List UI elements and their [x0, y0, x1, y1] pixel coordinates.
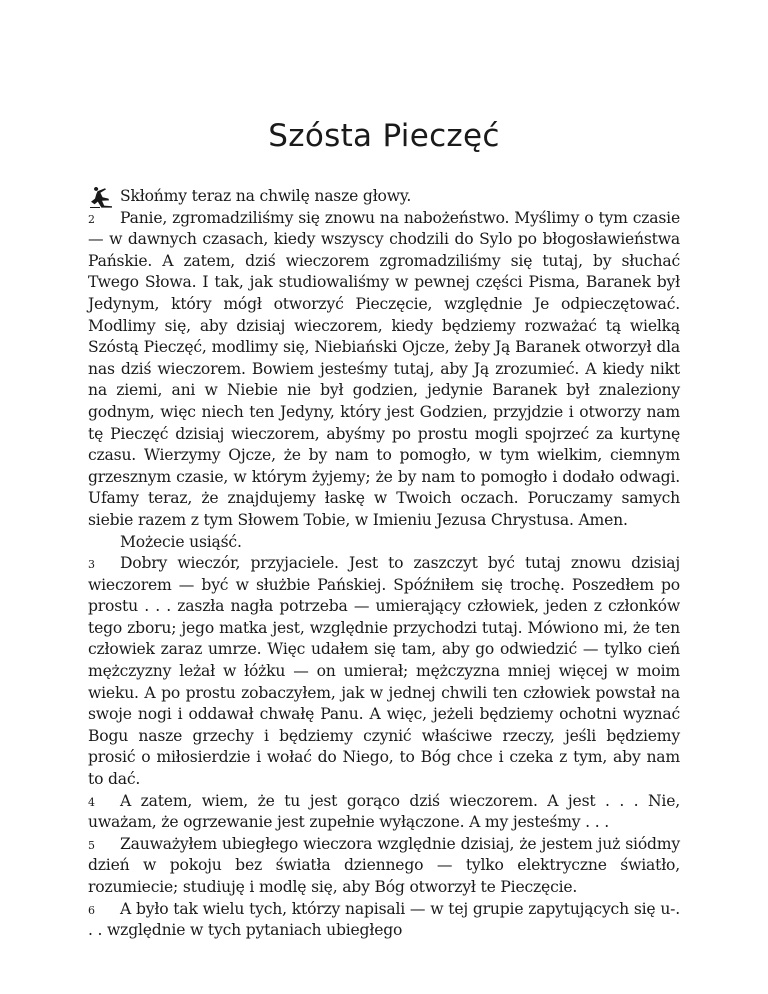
paragraph-5: [88, 834, 680, 899]
paragraph-6: [88, 899, 680, 942]
paragraph-3-text: Dobry wieczór, przyjaciele. Jest to zaszczyt być tutaj znowu dzisiaj wieczorem — być w służbie Pańskiej. Spóźniłem się trochę. Poszedłem po prostu . . . zaszła nagła potrzeba — umierający człowiek, jeden z członków tego zboru; jego matka jest, względnie przychodzi tutaj. Mówiono mi, że ten człowiek zaraz umrze. Więc udałem się tam, aby go odwiedzić — tylko cień mężczyzny leżał w łóżku — on umierał; mężczyzna mniej więcej w moim wieku. A po prostu zobaczyłem, jak w jednej chwili ten człowiek powstał na swoje nogi i oddawał chwałę Panu. A więc, jeżeli będziemy ochotni wyznać Bogu nasze grzechy i będziemy czynić właściwe rzeczy, jeśli będziemy prosić o miłosierdzie i wołać do Niego, to Bóg chce i czeka z tym, aby nam to dać.: [88, 554, 680, 789]
paragraph-4: [88, 791, 680, 834]
paragraph-6-text: A było tak wielu tych, którzy napisali — w tej grupie zapytujących się u-. . . względnie w tych pytaniach ubiegłego: [88, 899, 680, 940]
page-title: Szósta Pieczęć: [268, 118, 500, 154]
paragraph-number: 5: [88, 838, 95, 852]
paragraph-2b: Możecie usiąść.: [120, 532, 242, 551]
paragraph-number: 2: [88, 212, 95, 226]
paragraph-number: 6: [88, 903, 95, 917]
paragraph-number: 3: [88, 558, 95, 572]
paragraph-2-text: Panie, zgromadziliśmy się znowu na nabożeństwo. Myślimy o tym czasie — w dawnych czasach, kiedy wszyscy chodzili do Sylo po błogosławieństwa Pańskie. A zatem, dziś wieczorem zgromadziliśmy się tutaj, by słuchać Twego Słowa. I tak, jak studiowaliśmy w pewnej części Pisma, Baranek był Jedynym, który mógł otworzyć Pieczęcie, względnie Je odpieczętować. Modlimy się, aby dzisiaj wieczorem, kiedy będziemy rozważać tą wielką Szóstą Pieczęć, modlimy się, Niebiański Ojcze, żeby Ją Baranek otworzył dla nas dziś wieczorem. Bowiem jesteśmy tutaj, aby Ją zrozumieć. A kiedy nikt na ziemi, ani w Niebie nie był godzien, jedynie Baranek był znaleziony godnym, więc niech ten Jedyny, który jest Godzien, przyjdzie i otworzy nam tę Pieczęć dzisiaj wieczorem, abyśmy po prostu mogli spojrzeć za kurtynę czasu. Wierzymy Ojcze, że by nam to pomogło, w tym wielkim, ciemnym grzesznym czasie, w którym żyjemy; że by nam to pomogło i dodało odwagi. Ufamy teraz, że znajdujemy łaskę w Twoich oczach. Poruczamy samych siebie razem z tym Słowem Tobie, w Imieniu Jezusa Chrystusa. Amen.: [88, 208, 680, 529]
paragraph-2: [88, 208, 680, 532]
paragraph-1: [120, 186, 680, 208]
paragraph-1-text: Skłońmy teraz na chwilę nasze głowy.: [120, 187, 412, 205]
kneeling-prayer-icon: [88, 186, 114, 208]
paragraph-5-text: Zauważyłem ubiegłego wieczora względnie dzisiaj, że jestem już siódmy dzień w pokoju bez światła dziennego — tylko elektryczne światło, rozumiecie; studiuję i modlę się, aby Bóg otworzył te Pieczęcie.: [88, 834, 680, 896]
paragraph-number: 4: [88, 795, 95, 809]
paragraph-3: [88, 553, 680, 791]
sermon-body: [88, 186, 680, 942]
paragraph-4-text: A zatem, wiem, że tu jest gorąco dziś wieczorem. A jest . . . Nie, uważam, że ogrzewanie jest zupełnie wyłączone. A my jesteśmy . . .: [88, 791, 680, 832]
